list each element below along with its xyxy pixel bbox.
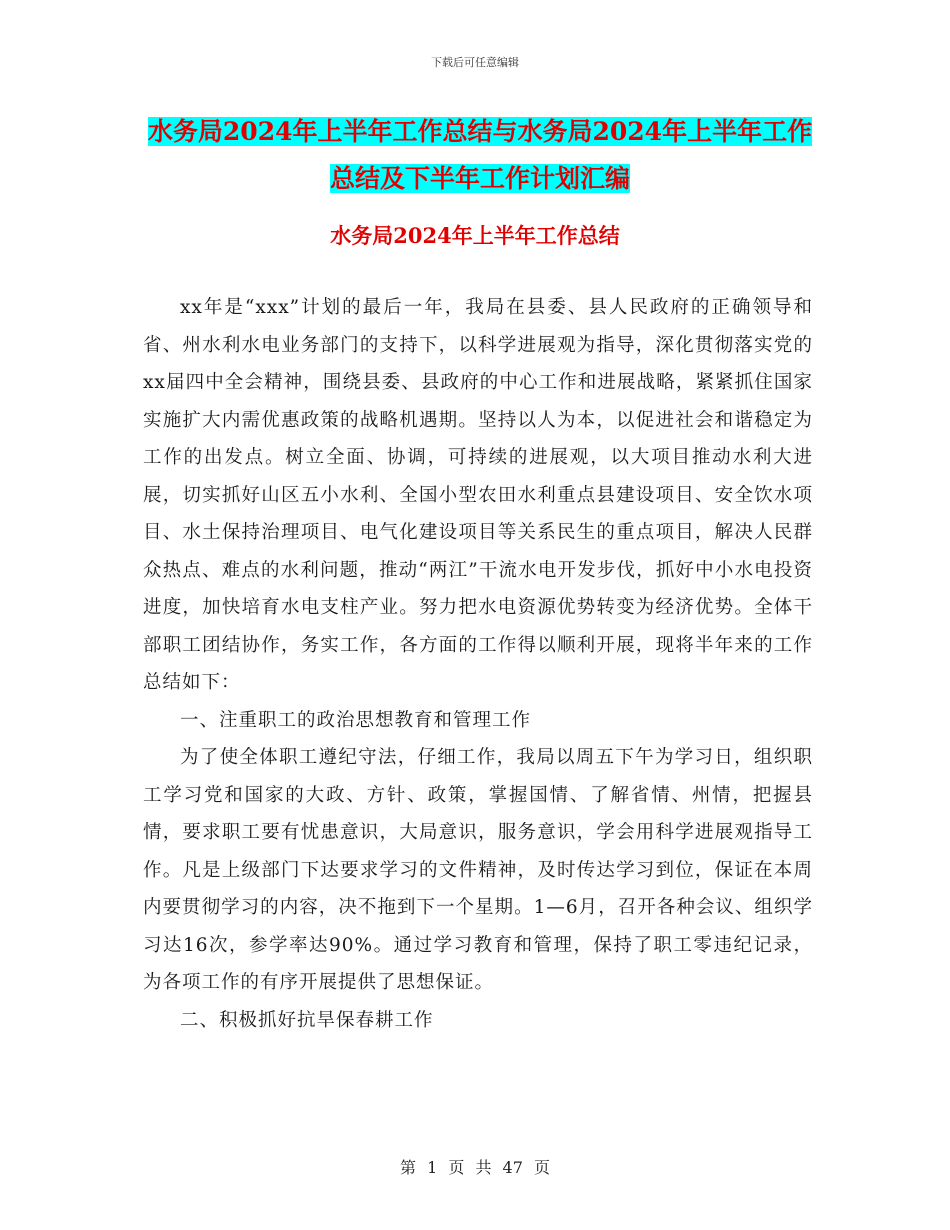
body-text [143,289,813,1039]
main-title-text: 水务局2024年上半年工作总结与水务局2024年上半年工作总结及下半年工作计划汇编 [147,117,813,193]
header-note: 下载后可任意编辑 [431,56,519,69]
section-title: 水务局2024年上半年工作总结 [330,223,620,248]
paragraph-education: 为了使全体职工遵纪守法，仔细工作，我局以周五下午为学习日，组织职工学习党和国家的大政、方针、政策，掌握国情、了解省情、州情，把握县情，要求职工要有忧患意识，大局意识，服务意识，学会用科学进展观指导工作。凡是上级部门下达要求学习的文件精神，及时传达学习到位，保证在本周内要贯彻学习的内容，决不拖到下一个星期。1—6月，召开各种会议、组织学习达16次，参学率达90%。通过学习教育和管理，保持了职工零违纪记录，为各项工作的有序开展提供了思想保证。 [143,747,813,993]
paragraph-heading-2: 二、积极抓好抗旱保春耕工作 [180,1009,434,1031]
paragraph-heading-1: 一、注重职工的政治思想教育和管理工作 [180,709,532,731]
page-footer: 第 1 页 共 47 页 [400,1158,550,1177]
main-title [140,108,820,202]
paragraph-intro: xx年是“xxx”计划的最后一年，我局在县委、县人民政府的正确领导和省、州水利水电业务部门的支持下，以科学进展观为指导，深化贯彻落实党的xx届四中全会精神，围绕县委、县政府的中心工作和进展战略，紧紧抓住国家实施扩大内需优惠政策的战略机遇期。坚持以人为本，以促进社会和谐稳定为工作的出发点。树立全面、协调，可持续的进展观，以大项目推动水利大进展，切实抓好山区五小水利、全国小型农田水利重点县建设项目、安全饮水项目、水土保持治理项目、电气化建设项目等关系民生的重点项目，解决人民群众热点、难点的水利问题，推动“两江”干流水电开发步伐，抓好中小水电投资进度，加快培育水电支柱产业。努力把水电资源优势转变为经济优势。全体干部职工团结协作，务实工作，各方面的工作得以顺利开展，现将半年来的工作总结如下： [143,297,813,693]
